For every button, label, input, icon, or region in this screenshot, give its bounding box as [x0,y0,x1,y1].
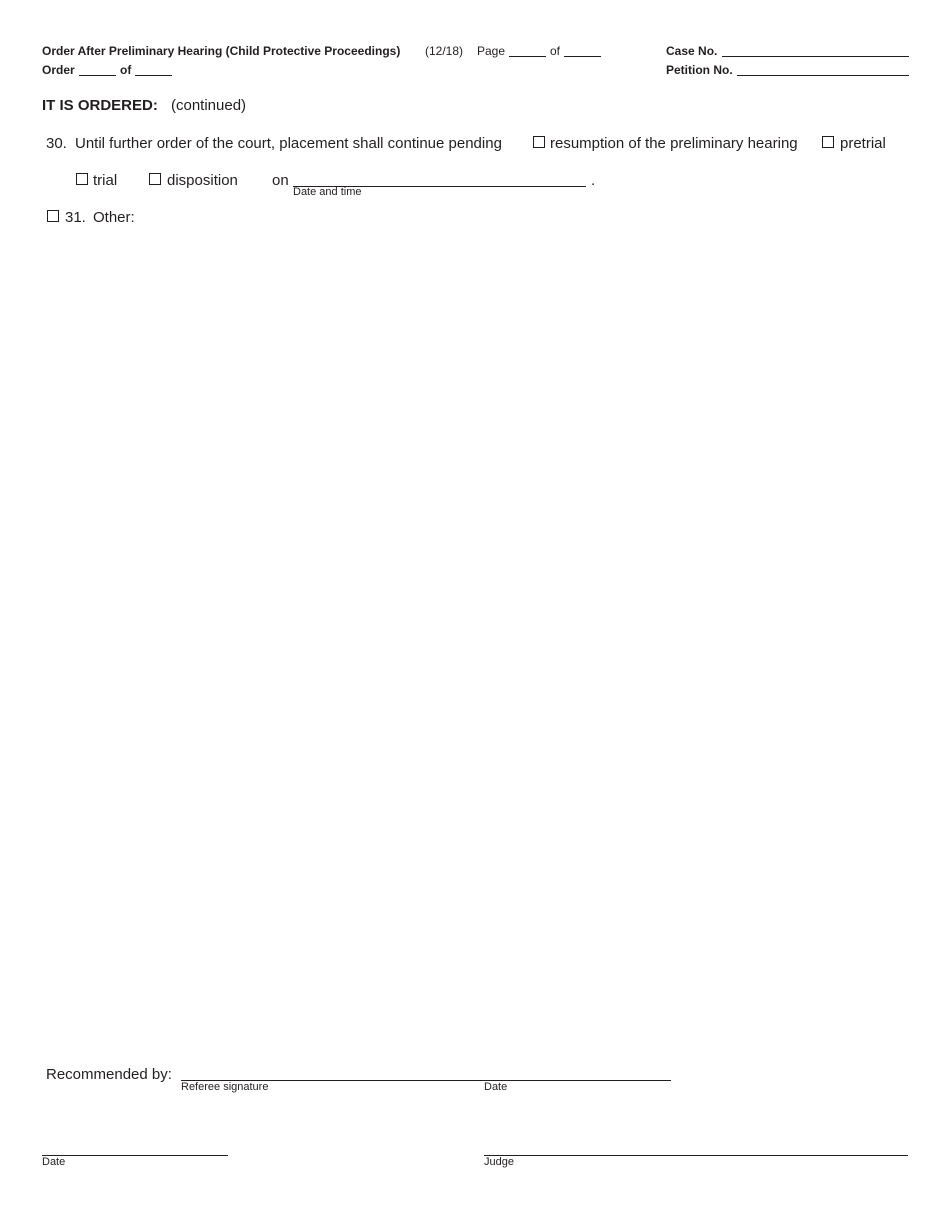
item-30-period: . [591,172,596,189]
disposition-label: disposition [167,172,238,189]
section-heading: IT IS ORDERED: [42,97,158,114]
judge-caption: Judge [484,1156,514,1168]
other-checkbox[interactable] [47,210,59,222]
disposition-checkbox[interactable] [149,173,161,185]
trial-checkbox[interactable] [76,173,88,185]
order-total-field[interactable] [135,75,172,76]
page-total-field[interactable] [564,56,601,57]
resumption-label: resumption of the preliminary hearing [550,135,798,152]
date-caption: Date [42,1156,66,1168]
page-of-label: of [550,44,561,58]
item-30-number: 30. [46,135,67,152]
date-line[interactable] [42,1155,228,1156]
order-number-field[interactable] [79,75,116,76]
item-31-number: 31. [65,209,86,226]
order-label: Order [42,63,75,77]
case-no-label: Case No. [666,44,718,58]
case-no-field[interactable] [722,56,909,57]
referee-date-caption: Date [484,1081,508,1093]
item-30-text: Until further order of the court, placement shall continue pending [75,135,502,152]
on-label: on [272,172,289,189]
item-31-label: Other: [93,209,135,226]
recommended-by-label: Recommended by: [46,1066,172,1083]
referee-signature-caption: Referee signature [181,1081,269,1093]
trial-label: trial [93,172,118,189]
page-number-field[interactable] [509,56,546,57]
date-time-caption: Date and time [293,186,362,198]
form-title: Order After Preliminary Hearing (Child Protective Proceedings) [42,44,401,58]
form-version: (12/18) [425,44,464,58]
resumption-checkbox[interactable] [533,136,545,148]
judge-signature-line[interactable] [484,1155,908,1156]
section-heading-suffix: (continued) [171,97,247,114]
pretrial-label: pretrial [840,135,886,152]
pretrial-checkbox[interactable] [822,136,834,148]
petition-no-label: Petition No. [666,63,733,77]
page-label: Page [477,44,506,58]
petition-no-field[interactable] [737,75,909,76]
order-of-label: of [120,63,132,77]
